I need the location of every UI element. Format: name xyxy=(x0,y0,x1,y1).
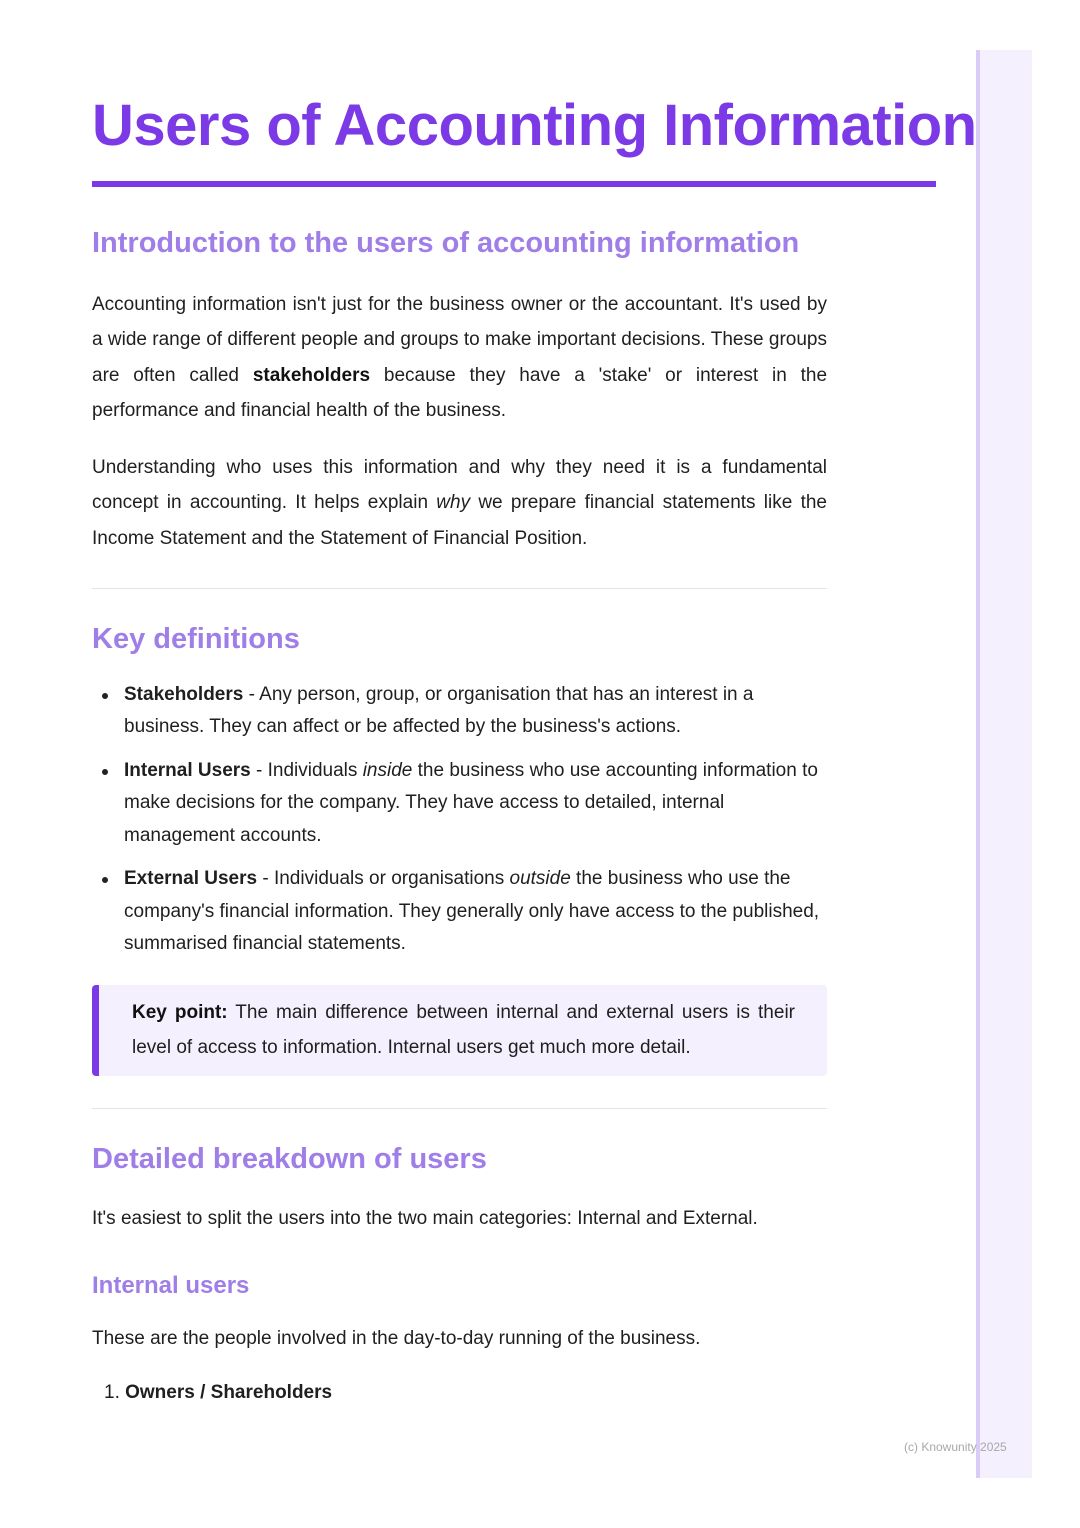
intro-p1-text-b: because they have a 'stake' or interest in the performance and financial health of the business. xyxy=(92,364,828,422)
internal-user-item xyxy=(104,1377,827,1409)
definition-text: the business who use the company's financial information. They generally only have access to the published, summarised financial statements. xyxy=(124,868,820,955)
stakeholders-emphasis: stakeholders xyxy=(252,364,371,386)
definition-emphasis: inside xyxy=(362,759,413,781)
intro-heading: Introduction to the users of accounting information xyxy=(92,227,800,259)
page-title: Users of Accounting Information xyxy=(92,93,977,158)
definition-item xyxy=(124,755,827,853)
definition-text: - Any person, group, or organisation that has an interest in a business. They can affect or be affected by the business's actions. xyxy=(124,683,754,738)
copyright-footer: (c) Knowunity 2025 xyxy=(904,1440,1007,1454)
title-underline xyxy=(92,181,936,187)
breakdown-intro: It's easiest to split the users into the two main categories: Internal and External. xyxy=(92,1207,758,1229)
intro-paragraph-1 xyxy=(92,287,827,429)
definition-term: Internal Users xyxy=(124,759,251,781)
internal-users-list xyxy=(92,1377,827,1409)
definition-emphasis: outside xyxy=(509,868,571,890)
definitions-list xyxy=(92,679,827,961)
key-point-text xyxy=(132,995,795,1066)
definition-term: Stakeholders xyxy=(124,683,244,705)
definition-item xyxy=(124,679,827,744)
section-divider xyxy=(92,588,827,589)
definition-term: External Users xyxy=(124,868,258,890)
definition-text: - Individuals xyxy=(250,759,363,781)
document-body xyxy=(92,225,827,1409)
intro-p2-text-b: we prepare financial statements like the Income Statement and the Statement of Financial Position. xyxy=(92,492,827,549)
internal-user-name: Owners / Shareholders xyxy=(125,1381,333,1403)
internal-users-intro: These are the people involved in the day-to-day running of the business. xyxy=(92,1328,701,1350)
key-point-body: The main difference between internal and external users is their level of access to information. Internal users get much more detail. xyxy=(132,1001,795,1059)
definitions-heading: Key definitions xyxy=(92,623,300,656)
breakdown-heading: Detailed breakdown of users xyxy=(92,1142,487,1175)
intro-p1-text-a: Accounting information isn't just for the business owner or the accountant. It's used by a wide range of different people and groups to make important decisions. These groups are often called xyxy=(92,293,827,386)
section-divider xyxy=(92,1108,827,1109)
intro-p2-text-a: Understanding who uses this information and why they need it is a fundamental concept in accounting. It helps explain xyxy=(92,456,827,514)
key-point-callout xyxy=(92,985,827,1076)
why-emphasis: why xyxy=(436,492,471,514)
side-panel xyxy=(976,50,1032,1478)
definition-item xyxy=(124,863,827,961)
definition-text: the business who use accounting information to make decisions for the company. They have access to detailed, internal management accounts. xyxy=(124,759,818,846)
key-point-label: Key point: xyxy=(132,1001,228,1023)
definition-text: - Individuals or organisations xyxy=(257,868,510,890)
internal-users-heading: Internal users xyxy=(92,1272,250,1300)
intro-paragraph-2 xyxy=(92,450,827,557)
